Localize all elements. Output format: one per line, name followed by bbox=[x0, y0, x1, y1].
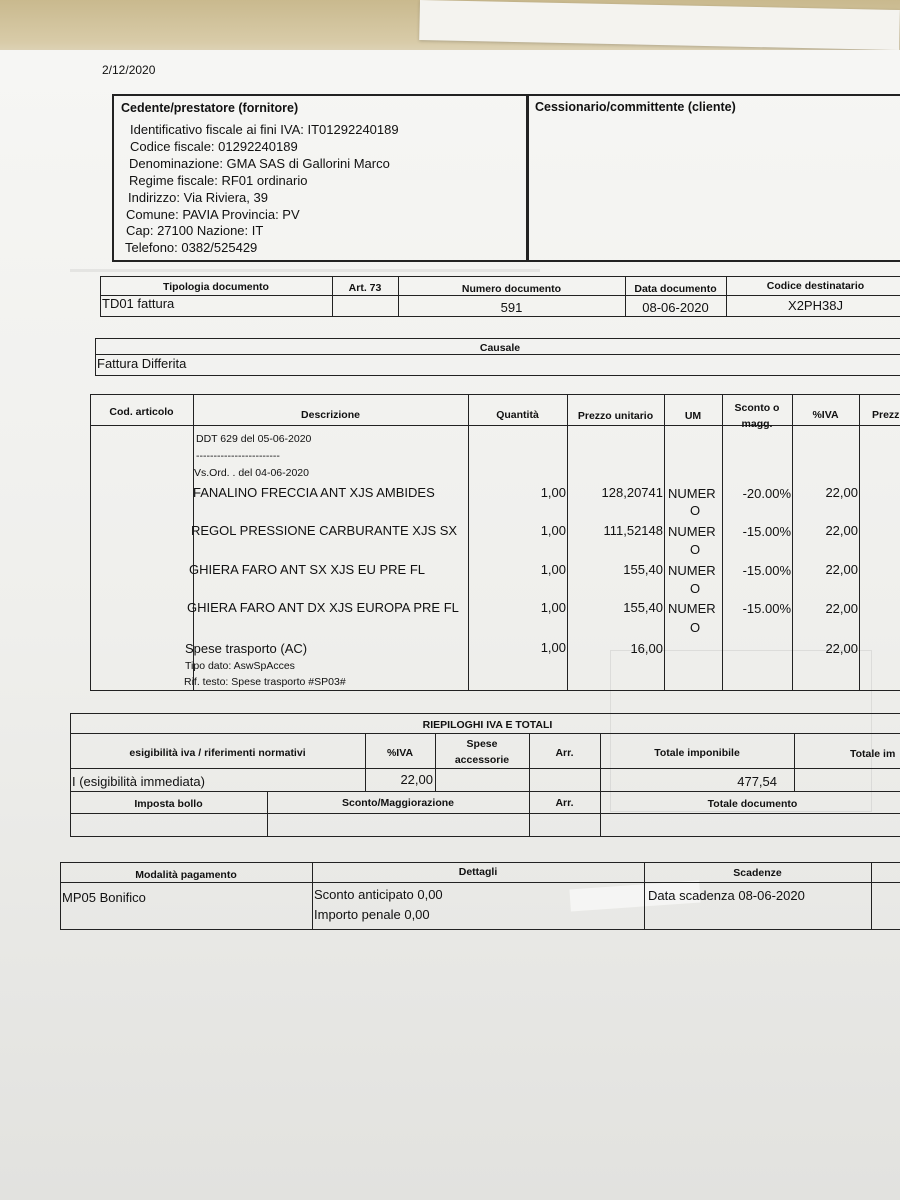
h-arr: Arr. bbox=[555, 747, 574, 759]
causale-value: Fattura Differita bbox=[97, 356, 187, 371]
h-sconto-2: magg. bbox=[741, 418, 773, 430]
item-1-desc: FANALINO FRECCIA ANT XJS AMBIDES bbox=[193, 485, 435, 500]
order-ref: Vs.Ord. . del 04-06-2020 bbox=[194, 467, 309, 479]
h-prezzo: Prezz bbox=[872, 409, 900, 421]
item-1-sconto: -20.00% bbox=[742, 486, 791, 501]
item-3-um-1: NUMER bbox=[668, 563, 716, 578]
spese-price: 16,00 bbox=[630, 641, 663, 656]
h-prezzo-unitario: Prezzo unitario bbox=[577, 410, 654, 422]
spese-desc: Spese trasporto (AC) bbox=[185, 641, 308, 656]
item-1-iva: 22,00 bbox=[825, 485, 858, 500]
item-1-um-1: NUMER bbox=[668, 486, 716, 501]
item-4-iva: 22,00 bbox=[825, 601, 858, 616]
h-spese-1: Spese bbox=[466, 738, 498, 750]
h-iva: %IVA bbox=[812, 409, 839, 421]
doc-codice: X2PH38J bbox=[788, 298, 843, 313]
item-2-qty: 1,00 bbox=[540, 523, 566, 538]
seller-title: Cedente/prestatore (fornitore) bbox=[121, 101, 299, 115]
item-3-price: 155,40 bbox=[623, 562, 663, 577]
item-4-um-1: NUMER bbox=[668, 601, 716, 616]
spese-qty: 1,00 bbox=[540, 640, 566, 655]
h-totale-imponibile: Totale imponibile bbox=[654, 747, 740, 759]
seller-vat: Identificativo fiscale ai fini IVA: IT01292240189 bbox=[130, 122, 399, 137]
esigibilita-value: I (esigibilità immediata) bbox=[72, 774, 205, 789]
h-data: Data documento bbox=[634, 283, 717, 295]
seller-cf: Codice fiscale: 01292240189 bbox=[130, 139, 298, 154]
seller-name: Denominazione: GMA SAS di Gallorini Marco bbox=[129, 156, 390, 171]
item-1-price: 128,20741 bbox=[601, 485, 663, 500]
buyer-title: Cessionario/committente (cliente) bbox=[535, 100, 736, 114]
item-3-qty: 1,00 bbox=[540, 562, 566, 577]
h-totale-documento: Totale documento bbox=[707, 798, 798, 810]
item-4-sconto: -15.00% bbox=[742, 601, 791, 616]
spese-iva: 22,00 bbox=[825, 641, 858, 656]
item-3-desc: GHIERA FARO ANT SX XJS EU PRE FL bbox=[189, 562, 425, 577]
item-1-um-2: O bbox=[690, 503, 701, 518]
item-3-iva: 22,00 bbox=[825, 562, 858, 577]
doc-data: 08-06-2020 bbox=[642, 300, 709, 315]
h-sconto-magg: Sconto/Maggiorazione bbox=[341, 797, 454, 809]
imponibile-value: 477,54 bbox=[737, 774, 777, 789]
seller-address: Indirizzo: Via Riviera, 39 bbox=[128, 190, 268, 205]
spese-rif: Rif. testo: Spese trasporto #SP03# bbox=[184, 676, 346, 688]
spese-tipo: Tipo dato: AswSpAcces bbox=[185, 660, 295, 672]
h-totale-imposta: Totale im bbox=[850, 748, 896, 760]
ddt-ref: DDT 629 del 05-06-2020 bbox=[196, 433, 312, 445]
h-arr-2: Arr. bbox=[555, 797, 574, 809]
item-4-desc: GHIERA FARO ANT DX XJS EUROPA PRE FL bbox=[187, 600, 459, 615]
h-spese-2: accessorie bbox=[454, 754, 510, 766]
dettaglio-sconto: Sconto anticipato 0,00 bbox=[314, 887, 443, 902]
ddt-separator: ------------------------ bbox=[196, 450, 280, 462]
dettaglio-penale: Importo penale 0,00 bbox=[314, 907, 430, 922]
riep-iva-value: 22,00 bbox=[400, 772, 433, 787]
seller-regime: Regime fiscale: RF01 ordinario bbox=[129, 173, 308, 188]
item-2-price: 111,52148 bbox=[603, 523, 663, 538]
h-art73: Art. 73 bbox=[348, 282, 382, 294]
h-imposta-bollo: Imposta bollo bbox=[134, 798, 203, 810]
item-2-desc: REGOL PRESSIONE CARBURANTE XJS SX bbox=[191, 523, 458, 538]
item-2-um-1: NUMER bbox=[668, 524, 716, 539]
seller-cap: Cap: 27100 Nazione: IT bbox=[126, 223, 264, 238]
h-causale: Causale bbox=[479, 342, 521, 354]
h-numero: Numero documento bbox=[461, 283, 562, 295]
seller-city: Comune: PAVIA Provincia: PV bbox=[126, 207, 300, 222]
print-date: 2/12/2020 bbox=[102, 63, 156, 77]
h-tipologia: Tipologia documento bbox=[163, 281, 269, 293]
doc-numero: 591 bbox=[500, 300, 523, 315]
h-descrizione: Descrizione bbox=[301, 409, 360, 421]
item-2-sconto: -15.00% bbox=[742, 524, 791, 539]
item-4-um-2: O bbox=[690, 620, 701, 635]
h-quantita: Quantità bbox=[496, 409, 539, 421]
h-riep-iva: %IVA bbox=[386, 747, 414, 759]
h-modalita: Modalità pagamento bbox=[135, 869, 237, 881]
h-codice: Codice destinatario bbox=[766, 280, 865, 292]
item-3-sconto: -15.00% bbox=[742, 563, 791, 578]
doc-tipologia: TD01 fattura bbox=[102, 296, 175, 311]
modalita-value: MP05 Bonifico bbox=[62, 890, 146, 905]
item-4-price: 155,40 bbox=[623, 600, 663, 615]
scadenza-value: Data scadenza 08-06-2020 bbox=[648, 888, 805, 903]
h-sconto-1: Sconto o bbox=[734, 402, 780, 414]
h-esigibilita: esigibilità iva / riferimenti normativi bbox=[129, 747, 306, 759]
seller-phone: Telefono: 0382/525429 bbox=[125, 240, 258, 255]
h-cod-articolo: Cod. articolo bbox=[109, 406, 174, 418]
h-dettagli: Dettagli bbox=[458, 866, 498, 878]
buyer-box bbox=[527, 94, 900, 262]
item-2-iva: 22,00 bbox=[825, 523, 858, 538]
item-1-qty: 1,00 bbox=[540, 485, 566, 500]
item-4-qty: 1,00 bbox=[540, 600, 566, 615]
item-2-um-2: O bbox=[690, 542, 701, 557]
h-scadenze: Scadenze bbox=[733, 867, 782, 879]
riepilogo-title: RIEPILOGHI IVA E TOTALI bbox=[422, 719, 553, 731]
h-um: UM bbox=[684, 410, 702, 422]
item-3-um-2: O bbox=[690, 581, 701, 596]
